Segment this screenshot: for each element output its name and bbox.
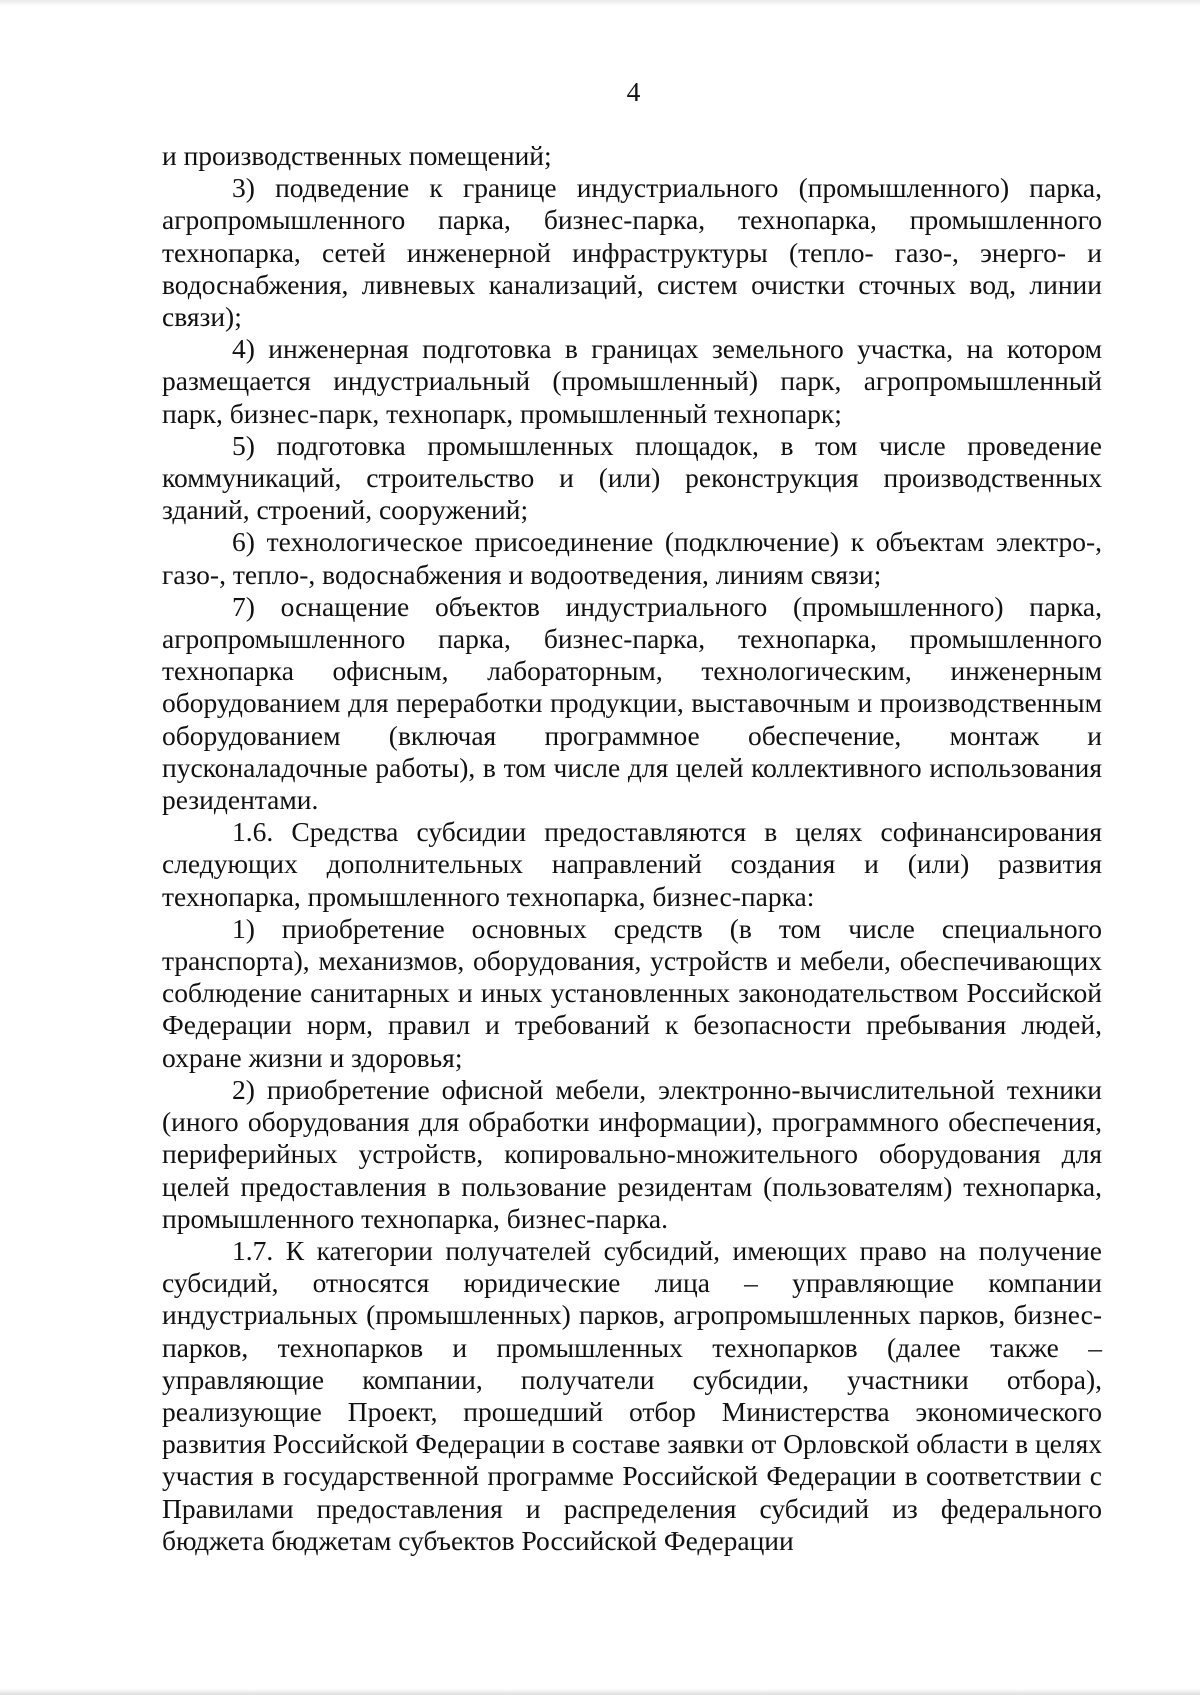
paragraph-section-1-7: 1.7. К категории получателей субсидий, имеющих право на получение субсидий, относятся юридические лица – управляющие компании индустриальных (промышленных) парков, агропромышленных парков, бизнес-парков, технопарков и промышленных технопарков (далее также – управляющие компании, получатели субсидии, участники отбора), реализующие Проект, прошедший отбор Министерства экономического развития Российской Федерации в составе заявки от Орловской области в целях участия в государственной программе Российской Федерации в соответствии с Правилами предоставления и распределения субсидий из федерального бюджета бюджетам субъектов Российской Федерации	[162, 1234, 1102, 1556]
paragraph-item-5: 5) подготовка промышленных площадок, в том числе проведение коммуникаций, строительство и (или) реконструкция производственных зданий, строений, сооружений;	[162, 429, 1102, 526]
paragraph-section-1-6: 1.6. Средства субсидии предоставляются в целях софинансирования следующих дополнительных направлений создания и (или) развития технопарка, промышленного технопарка, бизнес-парка:	[162, 816, 1102, 912]
paragraph-item-7: 7) оснащение объектов индустриального (промышленного) парка, агропромышленного парка, бизнес-парка, технопарка, промышленного технопарка офисным, лабораторным, технологическим, инженерным оборудованием для переработки продукции, выставочным и производственным оборудованием (включая программное обеспечение, монтаж и пусконаладочные работы), в том числе для целей коллективного использования резидентами.	[162, 590, 1102, 816]
paragraph-section-1-6-item-1: 1) приобретение основных средств (в том числе специального транспорта), механизмов, оборудования, устройств и мебели, обеспечивающих соблюдение санитарных и иных установленных законодательством Российской Федерации норм, правил и требований к безопасности пребывания людей, охране жизни и здоровья;	[162, 912, 1102, 1073]
paragraph-item-3: 3) подведение к границе индустриального (промышленного) парка, агропромышленного парка, бизнес-парка, технопарка, промышленного технопарка, сетей инженерной инфраструктуры (тепло- газо-, энерго- и водоснабжения, ливневых канализаций, систем очистки сточных вод, линии связи);	[162, 172, 1102, 333]
paragraph-section-1-6-item-2: 2) приобретение офисной мебели, электронно-вычислительной техники (иного оборудования для обработки информации), программного обеспечения, периферийных устройств, копировально-множительного оборудования для целей предоставления в пользование резидентам (пользователям) технопарка, промышленного технопарка, бизнес-парка.	[162, 1073, 1102, 1234]
page-number: 4	[626, 76, 641, 107]
paragraph-continuation: и производственных помещений;	[162, 140, 552, 171]
paragraph-item-4: 4) инженерная подготовка в границах земельного участка, на котором размещается индустриальный (промышленный) парк, агропромышленный парк, бизнес-парк, технопарк, промышленный технопарк;	[162, 333, 1102, 429]
scan-edge-top	[0, 0, 1200, 6]
scan-edge-bottom	[0, 1689, 1200, 1695]
paragraph-item-6: 6) технологическое присоединение (подключение) к объектам электро-, газо-, тепло-, водоснабжения и водоотведения, линиям связи;	[162, 526, 1102, 590]
document-body	[162, 140, 1102, 1557]
